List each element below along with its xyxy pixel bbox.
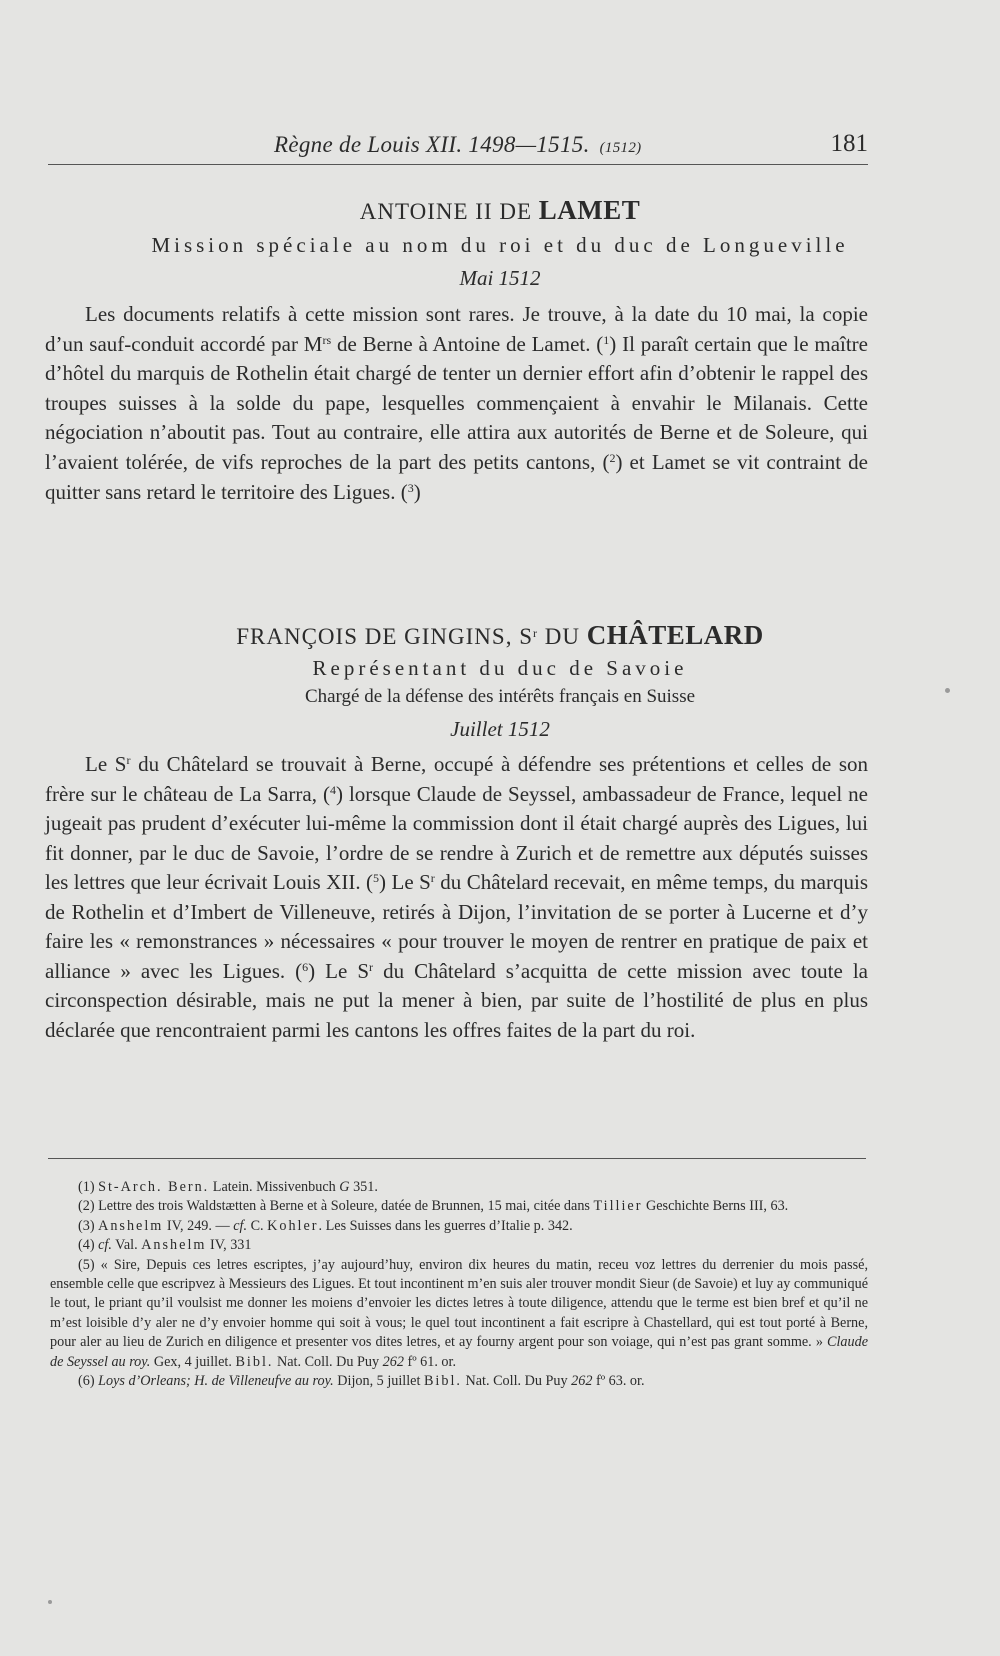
footnote-ref: 5 xyxy=(373,871,380,885)
paper-speck xyxy=(945,688,950,693)
footnote-2: (2) Lettre des trois Waldstætten à Berne et à Soleure, datée de Brunnen, 15 mai, citée dans Tillier Geschichte Berns III, 63. xyxy=(78,1198,789,1215)
section1-title: ANTOINE II DE LAMET xyxy=(359,195,641,225)
footnote-ref: 1 xyxy=(603,332,610,347)
footnote-ref: 4 xyxy=(329,782,336,797)
footnote-5: (5) « Sire, Depuis ces letres escriptes, j’ay aujourd’huy, environ dix heures du matin, receu voz lettres du derrenier du mois passé, ensemble celle que escripvez à Messieurs des Ligues. Et tout incontinent m’en suis aler trouver mondit Sieur (de Savoie) et luy ay communiqué le tout, le priant qu’il voulsist me donner les moiens d’envoier les dictes letres à toute diligence, attendu que le terme est bien bref et qu’il ne m’est loisible d’y aler ne d’y envoier homme qui soit à vous; le quel tout incontinent a fait escripre à Chastellard, qui est tout porté à Berne, pour aler au lieu de Zurich en diligence et presenter vos dites letres, et ay fourny argent pour son voiage, qui n’est pas grant somme. » Claude de Seyssel au roy. Gex, 4 juillet. Bibl. Nat. Coll. Du Puy 262 fº 61. or. xyxy=(50,1256,868,1370)
section2-subtitle-2: Chargé de la défense des intérêts français en Suisse xyxy=(304,686,696,707)
section2-paragraph: Le $S^r$ du Châtelard se trouvait à Berne, occupé à défendre ses prétentions et celles de son frère sur le château de La Sarra, ($^4$) lorsque Claude de Seyssel, ambassadeur de France, lequel ne jugeait pas prudent d’exécuter lui-même la commission dont il était chargé auprès des Ligues, lui fit donner, par le duc de Savoie, l’ordre de se rendre à Zurich et de remettre aux députés suisses les lettres que leur écrivait Louis XII. ($^5$) Le $S^r$ du Châtelard recevait, en même temps, du marquis de Rothelin et d’Imbert de Villeneuve, retirés à Dijon, l’invitation de se porter à Lucerne et d’y faire les « remonstrances » nécessaires « pour trouver le moyen de rentrer en pratique de paix et alliance » avec les Ligues. ($^6$) Le $S^r$ du Châtelard s’acquitta de cette mission avec toute la circonspection désirable, mais ne put la mener à bien, par suite de l’hostilité de plus en plus déclarée que rencontraient parmi les cantons les offres faites de la part du roi. xyxy=(45,752,868,1042)
running-head xyxy=(48,128,868,165)
footnote-divider xyxy=(48,1158,866,1159)
section2-date: Juillet 1512 xyxy=(450,717,550,741)
paper-speck xyxy=(48,1600,52,1604)
section1-paragraph: Les documents relatifs à cette mission sont rares. Je trouve, à la date du 10 mai, la copie d’un sauf-conduit accordé par $M^{rs}$ de Berne à Antoine de Lamet. ($^1$) Il paraît certain que le maître d’hôtel du marquis de Rothelin était chargé de tenter un dernier effort afin d’obtenir le rappel des troupes suisses à la solde du pape, lesquelles commençaient à envahir le Milanais. Cette négociation n’aboutit pas. Tout au contraire, elle attira aux autorités de Berne et de Soleure, qui l’avaient tolérée, de vifs reproches de la part des petits cantons, ($^2$) et Lamet se vit contraint de quitter sans retard le territoire des Ligues. ($^3$) xyxy=(45,302,868,504)
running-head-title: Règne de Louis XII. 1498—1515. (1512) xyxy=(274,132,642,157)
footnote-3: (3) Anshelm IV, 249. — cf. C. Kohler. Les Suisses dans les guerres d’Italie p. 342. xyxy=(78,1217,573,1234)
footnote-1: (1) St-Arch. Bern. Latein. Missivenbuch G 351. xyxy=(78,1179,378,1195)
footnote-ref: 6 xyxy=(302,959,309,974)
footnote-ref: 2 xyxy=(609,450,616,465)
footnote-6: (6) Loys d’Orleans; H. de Villeneufve au roy. Dijon, 5 juillet Bibl. Nat. Coll. Du Puy 262 fº 63. or. xyxy=(78,1373,645,1390)
footnote-ref: 3 xyxy=(407,480,414,495)
footnotes xyxy=(50,1178,868,1391)
page-number: 181 xyxy=(830,130,868,157)
running-head-year: (1512) xyxy=(599,140,642,156)
footnote-4: (4) cf. Val. Anshelm IV, 331 xyxy=(78,1237,252,1254)
section1-date: Mai 1512 xyxy=(459,266,541,290)
section2-title: FRANÇOIS DE GINGINS, $S^r$ DU CHÂTELARD xyxy=(236,620,764,650)
section1-subtitle: Mission spéciale au nom du roi et du duc de Longueville xyxy=(151,233,849,257)
section2-subtitle: Représentant du duc de Savoie xyxy=(312,656,688,680)
